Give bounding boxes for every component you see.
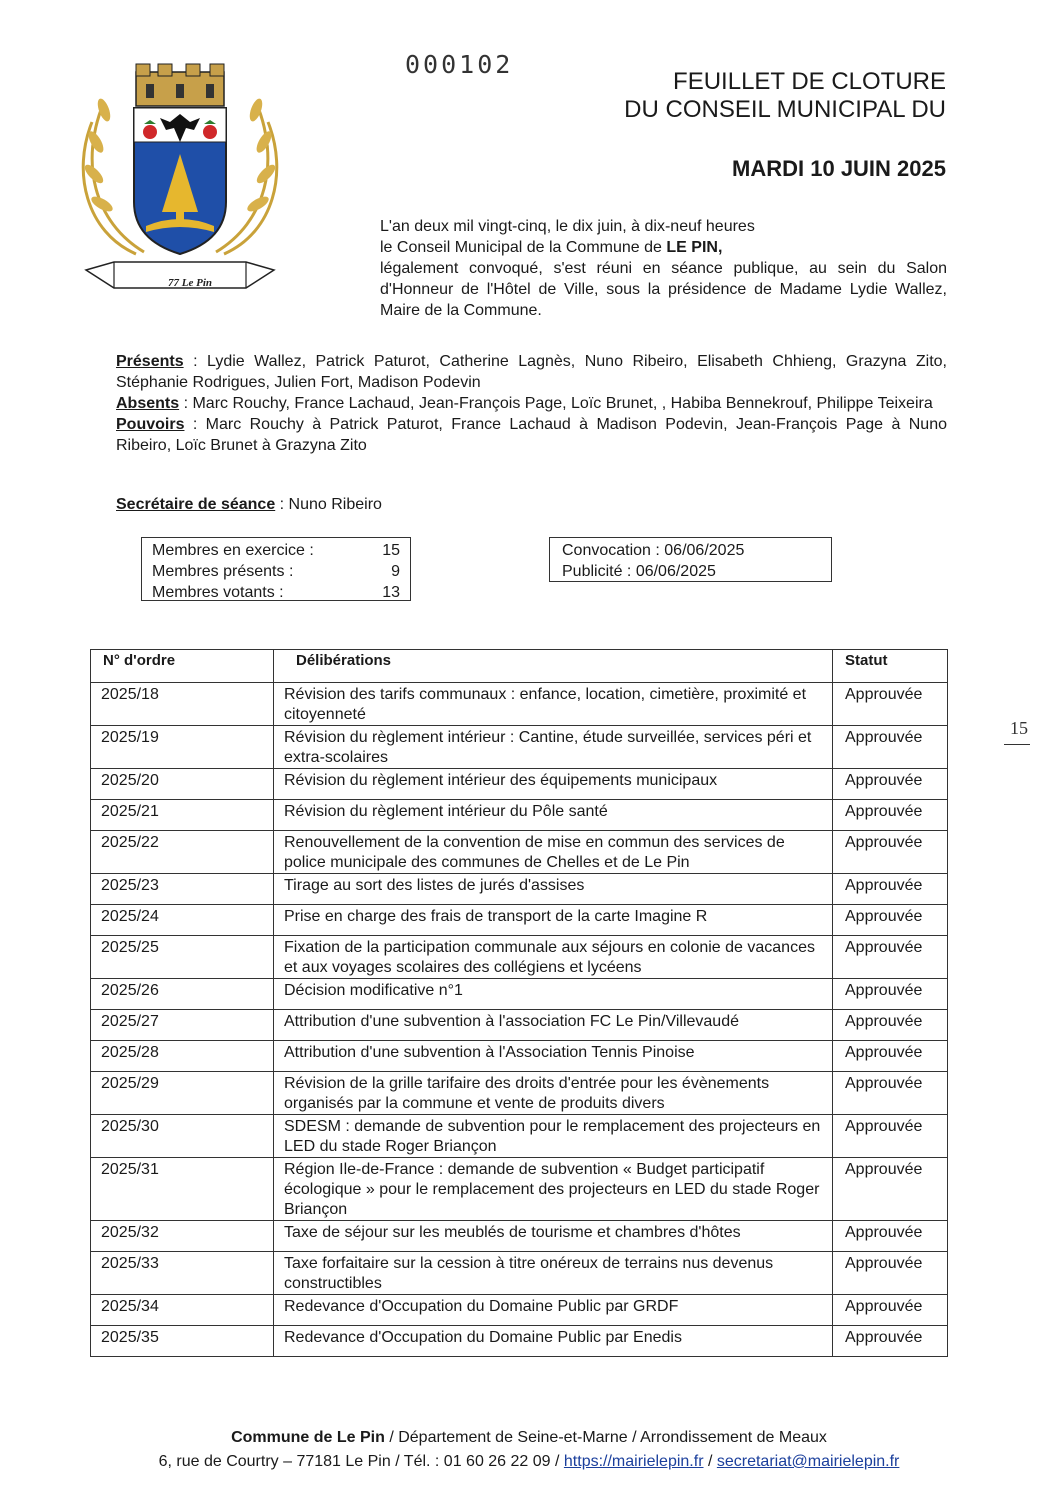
table-row	[91, 1326, 948, 1357]
header-order-number: N° d'ordre	[91, 650, 274, 683]
row-deliberation: Révision du règlement intérieur des équipements municipaux	[274, 769, 833, 800]
row-status: Approuvée	[833, 683, 948, 726]
intro-line-2-text: le Conseil Municipal de la Commune de	[380, 239, 667, 256]
absents-label: Absents	[116, 395, 180, 412]
table-row	[91, 1010, 948, 1041]
table-row	[91, 1295, 948, 1326]
absents-paragraph	[116, 393, 947, 414]
row-status: Approuvée	[833, 726, 948, 769]
row-deliberation: Taxe de séjour sur les meublés de tourisme et chambres d'hôtes	[274, 1221, 833, 1252]
footer	[0, 1426, 1058, 1474]
row-status: Approuvée	[833, 1221, 948, 1252]
members-value: 15	[382, 542, 400, 559]
row-status: Approuvée	[833, 1326, 948, 1357]
row-status: Approuvée	[833, 874, 948, 905]
presents-paragraph	[116, 351, 947, 393]
absents-list: : Marc Rouchy, France Lachaud, Jean-François Page, Loïc Brunet, , Habiba Bennekrouf, Philippe Teixeira	[179, 395, 933, 412]
secretary-line	[116, 496, 382, 514]
row-number: 2025/35	[91, 1326, 274, 1357]
members-label: Membres présents :	[152, 563, 294, 580]
table-row	[91, 1115, 948, 1158]
row-status: Approuvée	[833, 1158, 948, 1221]
row-status: Approuvée	[833, 1295, 948, 1326]
row-number: 2025/30	[91, 1115, 274, 1158]
table-row	[91, 1221, 948, 1252]
title-line-1: FEUILLET DE CLOTURE	[673, 68, 946, 95]
footer-department: / Département de Seine-et-Marne / Arrondissement de Meaux	[384, 1429, 827, 1446]
row-deliberation: Révision des tarifs communaux : enfance, location, cimetière, proximité et citoyenneté	[274, 683, 833, 726]
intro-line-2	[380, 237, 947, 258]
pouvoirs-paragraph	[116, 414, 947, 456]
row-status: Approuvée	[833, 1252, 948, 1295]
convocation-date: Convocation : 06/06/2025	[562, 542, 745, 559]
intro-line-1: L'an deux mil vingt-cinq, le dix juin, à dix-neuf heures	[380, 218, 755, 235]
header-deliberations: Délibérations	[274, 650, 833, 683]
row-number: 2025/22	[91, 831, 274, 874]
row-deliberation: Redevance d'Occupation du Domaine Public par GRDF	[274, 1295, 833, 1326]
row-status: Approuvée	[833, 905, 948, 936]
table-row	[91, 905, 948, 936]
members-row	[152, 561, 400, 582]
row-number: 2025/18	[91, 683, 274, 726]
row-deliberation: Tirage au sort des listes de jurés d'assises	[274, 874, 833, 905]
meeting-date: MARDI 10 JUIN 2025	[732, 156, 946, 181]
footer-separator: /	[703, 1453, 717, 1470]
table-row	[91, 800, 948, 831]
members-row	[152, 540, 400, 561]
attendance-section	[116, 351, 947, 456]
row-number: 2025/31	[91, 1158, 274, 1221]
document-title	[624, 68, 946, 124]
members-label: Membres votants :	[152, 584, 284, 601]
footer-line-2	[0, 1450, 1058, 1474]
table-row	[91, 726, 948, 769]
table-row	[91, 936, 948, 979]
table-row	[91, 979, 948, 1010]
row-status: Approuvée	[833, 769, 948, 800]
row-status: Approuvée	[833, 1010, 948, 1041]
presents-list: : Lydie Wallez, Patrick Paturot, Catherine Lagnès, Nuno Ribeiro, Elisabeth Chhieng, Grazyna Zito, Stéphanie Rodrigues, Julien Fort, Madison Podevin	[116, 353, 947, 391]
row-number: 2025/24	[91, 905, 274, 936]
row-number: 2025/23	[91, 874, 274, 905]
website-link[interactable]: https://mairielepin.fr	[563, 1453, 704, 1470]
commune-name: LE PIN,	[666, 239, 723, 256]
table-header-row	[91, 650, 948, 683]
row-deliberation: Prise en charge des frais de transport de la carte Imagine R	[274, 905, 833, 936]
members-value: 9	[391, 563, 400, 580]
secretary-name: : Nuno Ribeiro	[275, 496, 382, 513]
row-deliberation: SDESM : demande de subvention pour le remplacement des projecteurs en LED du stade Roger Briançon	[274, 1115, 833, 1158]
crest-banner-text: 77 Le Pin	[168, 277, 212, 289]
row-number: 2025/21	[91, 800, 274, 831]
margin-line	[1004, 744, 1030, 745]
row-number: 2025/33	[91, 1252, 274, 1295]
footer-line-1	[0, 1426, 1058, 1450]
publicite-date: Publicité : 06/06/2025	[562, 563, 716, 580]
row-number: 2025/27	[91, 1010, 274, 1041]
table-row	[91, 1158, 948, 1221]
row-number: 2025/29	[91, 1072, 274, 1115]
table-body	[91, 683, 948, 1357]
row-deliberation: Attribution d'une subvention à l'Association Tennis Pinoise	[274, 1041, 833, 1072]
row-status: Approuvée	[833, 831, 948, 874]
row-number: 2025/19	[91, 726, 274, 769]
table-row	[91, 1041, 948, 1072]
intro-paragraph	[380, 216, 947, 321]
row-number: 2025/28	[91, 1041, 274, 1072]
row-number: 2025/26	[91, 979, 274, 1010]
presents-label: Présents	[116, 353, 184, 370]
row-deliberation: Révision du règlement intérieur du Pôle santé	[274, 800, 833, 831]
secretary-label: Secrétaire de séance	[116, 496, 276, 513]
row-status: Approuvée	[833, 1115, 948, 1158]
row-deliberation: Redevance d'Occupation du Domaine Public par Enedis	[274, 1326, 833, 1357]
title-line-2: DU CONSEIL MUNICIPAL DU	[624, 96, 946, 123]
row-deliberation: Taxe forfaitaire sur la cession à titre onéreux de terrains nus devenus constructibles	[274, 1252, 833, 1295]
row-deliberation: Décision modificative n°1	[274, 979, 833, 1010]
members-value: 13	[382, 584, 400, 601]
row-status: Approuvée	[833, 1072, 948, 1115]
row-number: 2025/20	[91, 769, 274, 800]
members-box	[141, 537, 411, 601]
row-number: 2025/34	[91, 1295, 274, 1326]
row-deliberation: Fixation de la participation communale aux séjours en colonie de vacances et aux voyages scolaires des collégiens et lycéens	[274, 936, 833, 979]
row-deliberation: Attribution d'une subvention à l'association FC Le Pin/Villevaudé	[274, 1010, 833, 1041]
row-deliberation: Région Ile-de-France : demande de subvention « Budget participatif écologique » pour le remplacement des projecteurs en LED du stade Roger Briançon	[274, 1158, 833, 1221]
margin-page-mark: 15	[1010, 718, 1028, 738]
pouvoirs-label: Pouvoirs	[116, 416, 185, 433]
table-row	[91, 874, 948, 905]
stamp-number: 000102	[405, 50, 514, 79]
table-row	[91, 769, 948, 800]
convocation-box	[549, 537, 832, 582]
row-number: 2025/25	[91, 936, 274, 979]
row-status: Approuvée	[833, 936, 948, 979]
row-status: Approuvée	[833, 1041, 948, 1072]
members-row	[152, 582, 400, 603]
table-row	[91, 1072, 948, 1115]
members-label: Membres en exercice :	[152, 542, 314, 559]
table-row	[91, 683, 948, 726]
intro-line-3: légalement convoqué, s'est réuni en séance publique, au sein du Salon d'Honneur de l'Hôtel de Ville, sous la présidence de Madame Lydie Wallez, Maire de la Commune.	[380, 260, 947, 319]
row-deliberation: Révision du règlement intérieur : Cantine, étude surveillée, services péri et extra-scolaires	[274, 726, 833, 769]
table-row	[91, 831, 948, 874]
email-link[interactable]: secretariat@mairielepin.fr	[716, 1453, 900, 1470]
table-row	[91, 1252, 948, 1295]
row-deliberation: Renouvellement de la convention de mise en commun des services de police municipale des communes de Chelles et de Le Pin	[274, 831, 833, 874]
pouvoirs-list: : Marc Rouchy à Patrick Paturot, France Lachaud à Madison Podevin, Jean-François Page à Nuno Ribeiro, Loïc Brunet à Grazyna Zito	[116, 416, 947, 454]
coat-of-arms-logo	[74, 62, 286, 296]
row-deliberation: Révision de la grille tarifaire des droits d'entrée pour les évènements organisés par la commune et vente de produits divers	[274, 1072, 833, 1115]
row-number: 2025/32	[91, 1221, 274, 1252]
row-status: Approuvée	[833, 800, 948, 831]
footer-address: 6, rue de Courtry – 77181 Le Pin / Tél. : 01 60 26 22 09 /	[158, 1453, 564, 1470]
deliberations-table	[90, 649, 948, 1357]
footer-commune: Commune de Le Pin	[231, 1429, 385, 1446]
row-status: Approuvée	[833, 979, 948, 1010]
header-status: Statut	[833, 650, 948, 683]
